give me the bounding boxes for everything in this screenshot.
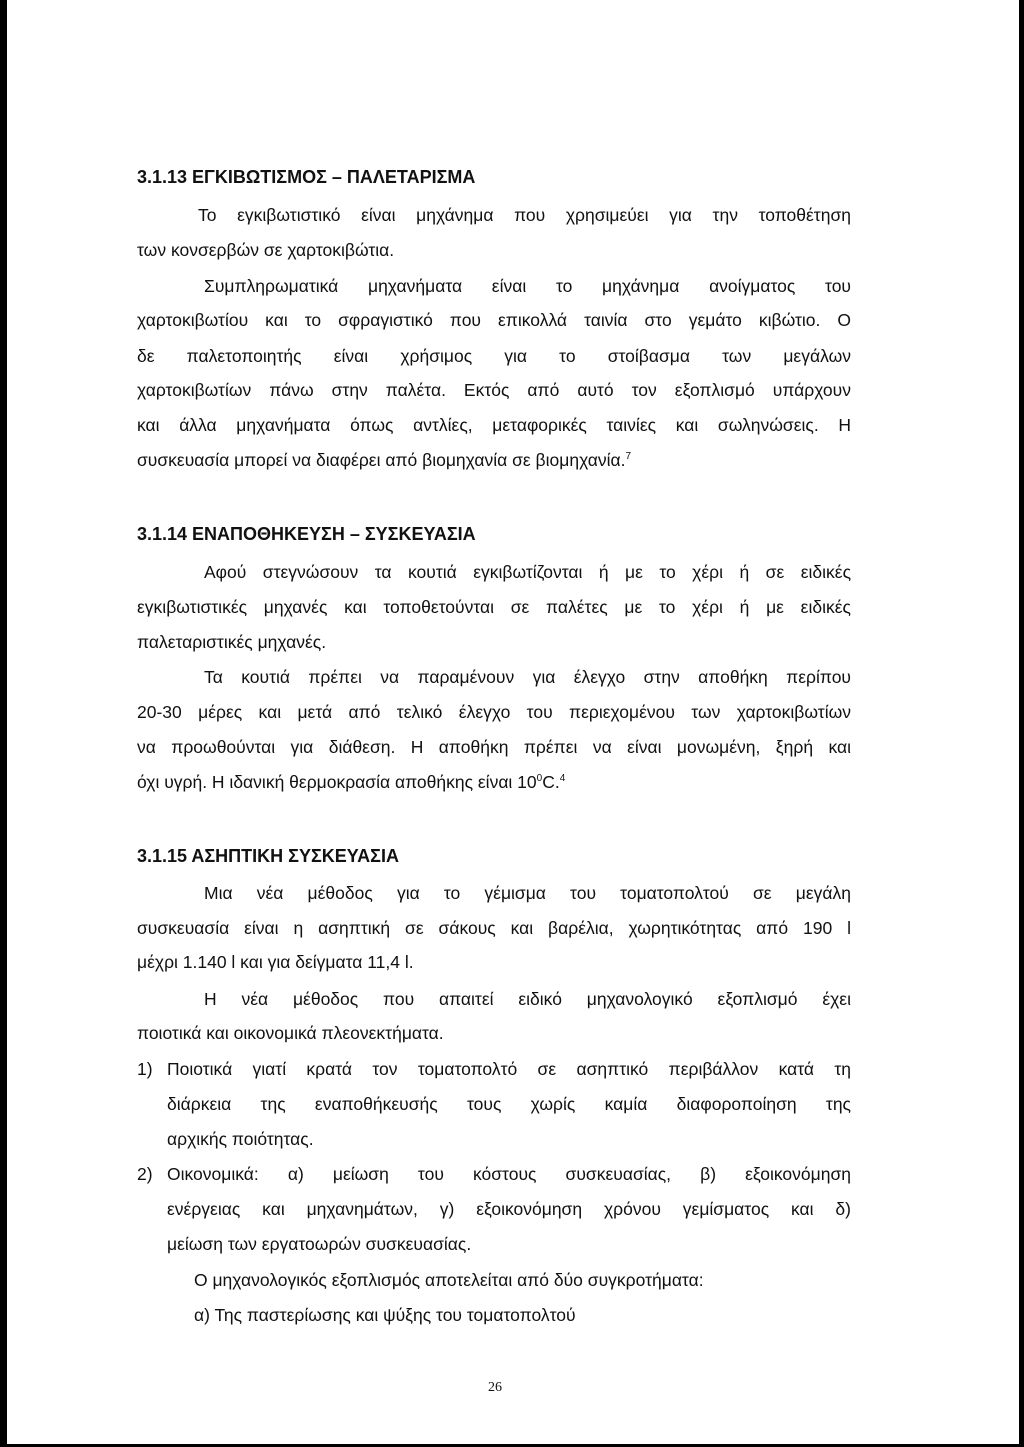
paragraph-line: εγκιβωτιστικές μηχανές και τοποθετούνται σε παλέτες με το χέρι ή με ειδικές xyxy=(137,597,851,617)
footnote-marker: 7 xyxy=(625,451,632,462)
list-item-line: Ποιοτικά γιατί κρατά τον τοματοπολτό σε ασηπτικό περιβάλλον κατά τη xyxy=(167,1059,851,1079)
paragraph-line: ποιοτικά και οικονομικά πλεονεκτήματα. xyxy=(137,1023,444,1043)
paragraph-line: συσκευασία είναι η ασηπτική σε σάκους και βαρέλια, χωρητικότητας από 190 l xyxy=(137,918,851,938)
page-number: 26 xyxy=(488,1380,502,1395)
list-item-line: Οικονομικά: α) μείωση του κόστους συσκευασίας, β) εξοικονόμηση xyxy=(167,1164,851,1184)
paragraph-line: να προωθούνται για διάθεση. Η αποθήκη πρέπει να είναι μονωμένη, ξηρή και xyxy=(137,737,851,757)
paragraph-line: Αφού στεγνώσουν τα κουτιά εγκιβωτίζονται ή με το χέρι ή σε ειδικές xyxy=(204,562,851,582)
paragraph-line: Τα κουτιά πρέπει να παραμένουν για έλεγχο στην αποθήκη περίπου xyxy=(204,667,851,687)
paragraph-line xyxy=(137,450,631,471)
paragraph-line: χαρτοκιβωτίου και το σφραγιστικό που επικολλά ταινία στο γεμάτο κιβώτιο. Ο xyxy=(137,310,851,330)
list-item-line: αρχικής ποιότητας. xyxy=(167,1129,314,1149)
list-item-line: μείωση των εργατοωρών συσκευασίας. xyxy=(167,1234,472,1254)
temperature-degree: 0 xyxy=(536,773,543,784)
section-heading-3-1-14: 3.1.14 ΕΝΑΠΟΘΗΚΕΥΣΗ – ΣΥΣΚΕΥΑΣΙΑ xyxy=(137,524,476,544)
scan-border-left xyxy=(0,0,7,1447)
paragraph-line: Ο μηχανολογικός εξοπλισμός αποτελείται από δύο συγκροτήματα: xyxy=(194,1270,704,1290)
paragraph-line: και άλλα μηχανήματα όπως αντλίες, μεταφορικές ταινίες και σωληνώσεις. Η xyxy=(137,415,851,435)
list-item-line: ενέργειας και μηχανημάτων, γ) εξοικονόμηση χρόνου γεμίσματος και δ) xyxy=(167,1199,851,1219)
paragraph-line: Η νέα μέθοδος που απαιτεί ειδικό μηχανολογικό εξοπλισμό έχει xyxy=(204,989,851,1009)
paragraph-line: 20-30 μέρες και μετά από τελικό έλεγχο του περιεχομένου των χαρτοκιβωτίων xyxy=(137,702,851,722)
paragraph-line: δε παλετοποιητής είναι χρήσιμος για το στοίβασμα των μεγάλων xyxy=(137,346,851,366)
paragraph-text: όχι υγρή. Η ιδανική θερμοκρασία αποθήκης είναι 10 xyxy=(137,772,537,792)
temperature-unit: C. xyxy=(542,772,560,792)
list-item-line: διάρκεια της εναποθήκευσής τους χωρίς καμία διαφοροποίηση της xyxy=(167,1094,851,1114)
paragraph-line: Το εγκιβωτιστικό είναι μηχάνημα που χρησιμεύει για την τοποθέτηση xyxy=(198,205,851,225)
paragraph-line: Μια νέα μέθοδος για το γέμισμα του τοματοπολτού σε μεγάλη xyxy=(204,883,851,903)
paragraph-line: α) Της παστερίωσης και ψύξης του τοματοπολτού xyxy=(194,1305,576,1325)
paragraph-text: συσκευασία μπορεί να διαφέρει από βιομηχανία σε βιομηχανία. xyxy=(137,450,626,470)
section-heading-3-1-13: 3.1.13 ΕΓΚΙΒΩΤΙΣΜΟΣ – ΠΑΛΕΤΑΡΙΣΜΑ xyxy=(137,167,476,187)
section-heading-3-1-15: 3.1.15 ΑΣΗΠΤΙΚΗ ΣΥΣΚΕΥΑΣΙΑ xyxy=(137,846,399,866)
paragraph-line: των κονσερβών σε χαρτοκιβώτια. xyxy=(137,240,395,260)
paragraph-line xyxy=(137,772,565,793)
paragraph-line: παλεταριστικές μηχανές. xyxy=(137,632,327,652)
list-number: 1) xyxy=(137,1059,153,1079)
scan-border-right xyxy=(1019,0,1024,1447)
paragraph-line: χαρτοκιβωτίων πάνω στην παλέτα. Εκτός από αυτό τον εξοπλισμό υπάρχουν xyxy=(137,380,851,400)
list-number: 2) xyxy=(137,1164,153,1184)
footnote-marker: 4 xyxy=(559,773,566,784)
paragraph-line: Συμπληρωματικά μηχανήματα είναι το μηχάνημα ανοίγματος του xyxy=(204,276,851,296)
paragraph-line: μέχρι 1.140 l και για δείγματα 11,4 l. xyxy=(137,952,414,972)
